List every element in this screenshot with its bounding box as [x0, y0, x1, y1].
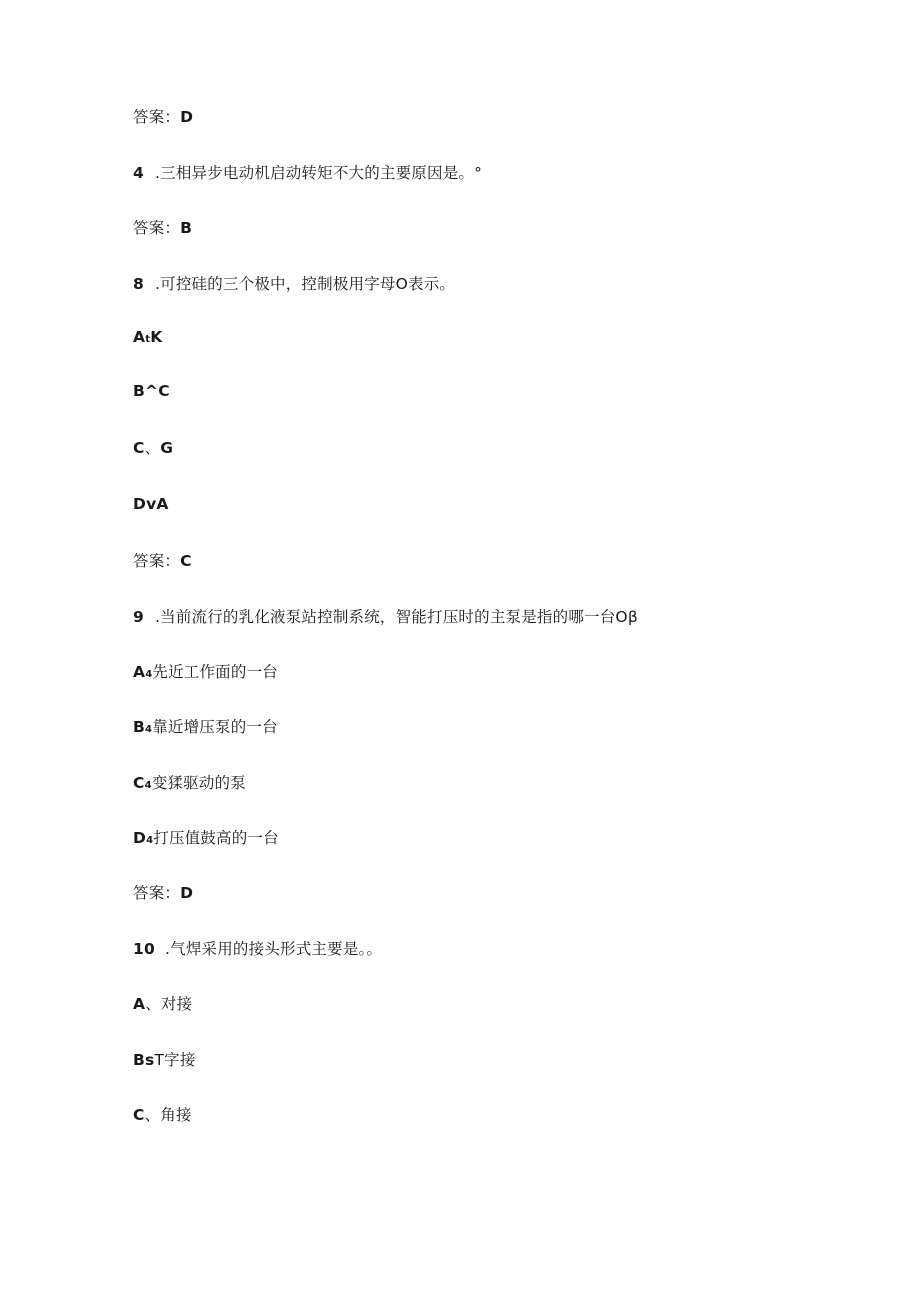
option-text: 角接	[160, 1106, 192, 1124]
question-text: .可控硅的三个极中，控制极用字母O表示。	[155, 275, 456, 293]
option-a	[133, 994, 192, 1014]
answer-label: 答案：	[133, 884, 181, 902]
option-separator: 4	[145, 724, 153, 735]
option-letter: B	[133, 382, 146, 400]
answer-line	[133, 883, 193, 903]
question-8	[133, 274, 455, 294]
question-number: 8	[133, 275, 144, 293]
option-separator: s	[145, 1051, 155, 1069]
option-text: T字接	[154, 1051, 196, 1069]
option-c	[133, 773, 246, 796]
option-separator: ^	[145, 382, 159, 400]
answer-line	[133, 107, 193, 127]
answer-value: D	[180, 108, 194, 126]
answer-value: B	[180, 219, 193, 237]
option-letter: C	[133, 774, 145, 792]
option-text: 对接	[160, 995, 193, 1013]
option-a	[133, 662, 278, 685]
option-separator: 、	[144, 1106, 161, 1124]
option-text: K	[150, 328, 163, 346]
question-text: .气焊采用的接头形式主要是。。	[165, 940, 383, 958]
option-letter: A	[133, 995, 146, 1013]
option-letter: B	[133, 718, 146, 736]
option-separator: v	[146, 495, 157, 513]
option-separator: t	[145, 334, 151, 345]
question-4	[133, 163, 482, 183]
question-number: 9	[133, 608, 144, 626]
option-text: G	[160, 439, 174, 457]
answer-line	[133, 218, 192, 238]
option-d	[133, 494, 169, 514]
option-text: 靠近增压泵的一台	[152, 718, 278, 736]
option-letter: C	[133, 439, 145, 457]
option-text: 打压值鼓高的一台	[153, 829, 279, 847]
option-text: A	[156, 495, 169, 513]
answer-line	[133, 551, 192, 571]
option-letter: B	[133, 1051, 146, 1069]
option-letter: D	[133, 829, 147, 847]
option-letter: C	[133, 1106, 145, 1124]
option-separator: 4	[146, 835, 154, 846]
option-b	[133, 1050, 196, 1070]
option-c	[133, 438, 173, 458]
option-separator: 4	[144, 780, 152, 791]
option-text: 先近工作面的一台	[152, 663, 278, 681]
answer-label: 答案：	[133, 219, 181, 237]
option-a	[133, 327, 162, 350]
question-text: .当前流行的乳化液泵站控制系统，智能打压时的主泵是指的哪一台Oβ	[155, 608, 638, 626]
option-separator: 、	[144, 439, 161, 457]
question-number: 4	[133, 164, 144, 182]
option-letter: D	[133, 495, 147, 513]
option-letter: A	[133, 328, 146, 346]
question-10	[133, 939, 382, 959]
option-separator: 、	[145, 995, 161, 1013]
option-d	[133, 828, 279, 851]
option-b	[133, 381, 170, 401]
option-b	[133, 717, 278, 740]
question-text: .三相异步电动机启动转矩不大的主要原因是。°	[155, 164, 483, 182]
answer-label: 答案：	[133, 552, 181, 570]
answer-label: 答案：	[133, 108, 181, 126]
option-text: 变猱驱动的泵	[151, 774, 246, 792]
option-separator: 4	[145, 669, 153, 680]
answer-value: D	[180, 884, 194, 902]
question-number: 10	[133, 940, 155, 958]
answer-value: C	[180, 552, 192, 570]
option-c	[133, 1105, 192, 1125]
option-letter: A	[133, 663, 146, 681]
option-text: C	[158, 382, 170, 400]
question-9	[133, 607, 638, 627]
